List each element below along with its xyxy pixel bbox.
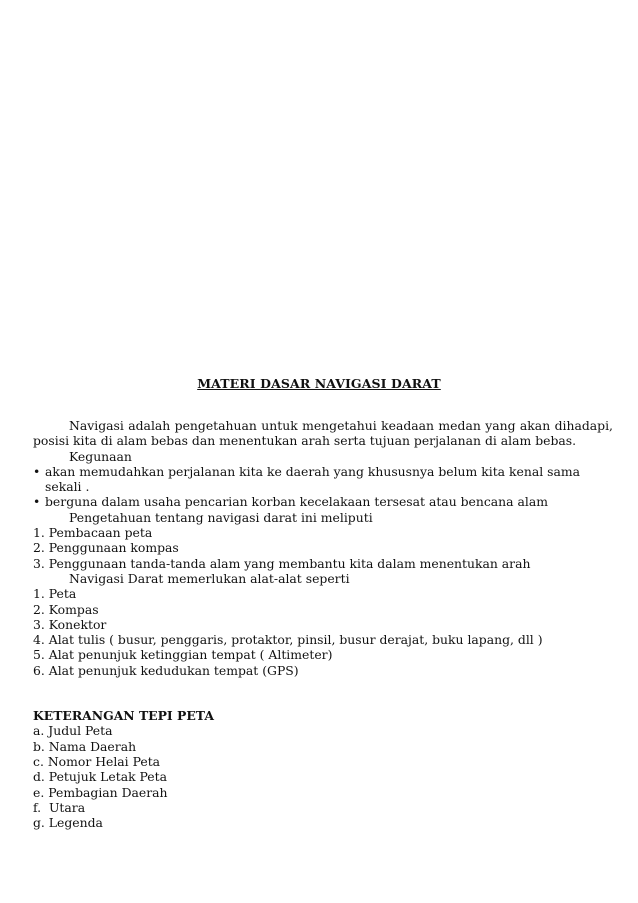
kegunaan-heading: Kegunaan (69, 448, 132, 464)
pengetahuan-item: 3. Penggunaan tanda-tanda alam yang membantu kita dalam menentukan arah (33, 555, 531, 571)
intro-paragraph: Navigasi adalah pengetahuan untuk mengetahui keadaan medan yang akan dihadapi, posisi kita di alam bebas dan menentukan arah serta tujuan perjalanan di alam bebas. (33, 418, 613, 449)
document-title-text: MATERI DASAR NAVIGASI DARAT (197, 376, 441, 391)
keterangan-item: b. Nama Daerah (33, 738, 137, 754)
document-body (33, 418, 613, 830)
alat-item: 3. Konektor (33, 616, 107, 632)
pengetahuan-heading: Pengetahuan tentang navigasi darat ini meliputi (69, 509, 373, 525)
kegunaan-list (33, 464, 613, 510)
keterangan-item: c. Nomor Helai Peta (33, 753, 161, 769)
section-spacer (33, 678, 613, 708)
keterangan-item: f. Utara (33, 799, 86, 815)
keterangan-heading: KETERANGAN TEPI PETA (33, 708, 214, 724)
keterangan-item: e. Pembagian Daerah (33, 784, 168, 800)
document-title (0, 376, 638, 391)
alat-item: 2. Kompas (33, 601, 99, 617)
kegunaan-item: • berguna dalam usaha pencarian korban kecelakaan tersesat atau bencana alam (33, 494, 613, 509)
alat-heading: Navigasi Darat memerlukan alat-alat seperti (69, 570, 350, 586)
alat-item: 4. Alat tulis ( busur, penggaris, protaktor, pinsil, busur derajat, buku lapang, dll ) (33, 632, 543, 648)
alat-item: 5. Alat penunjuk ketinggian tempat ( Altimeter) (33, 647, 333, 663)
alat-item: 1. Peta (33, 586, 77, 602)
kegunaan-item: • akan memudahkan perjalanan kita ke daerah yang khususnya belum kita kenal sama sekali . (33, 464, 613, 495)
alat-item: 6. Alat penunjuk kedudukan tempat (GPS) (33, 662, 299, 678)
pengetahuan-item: 1. Pembacaan peta (33, 525, 153, 541)
keterangan-item: a. Judul Peta (33, 723, 113, 739)
keterangan-item: d. Petujuk Letak Peta (33, 769, 168, 785)
keterangan-item: g. Legenda (33, 815, 103, 831)
pengetahuan-item: 2. Penggunaan kompas (33, 540, 179, 556)
